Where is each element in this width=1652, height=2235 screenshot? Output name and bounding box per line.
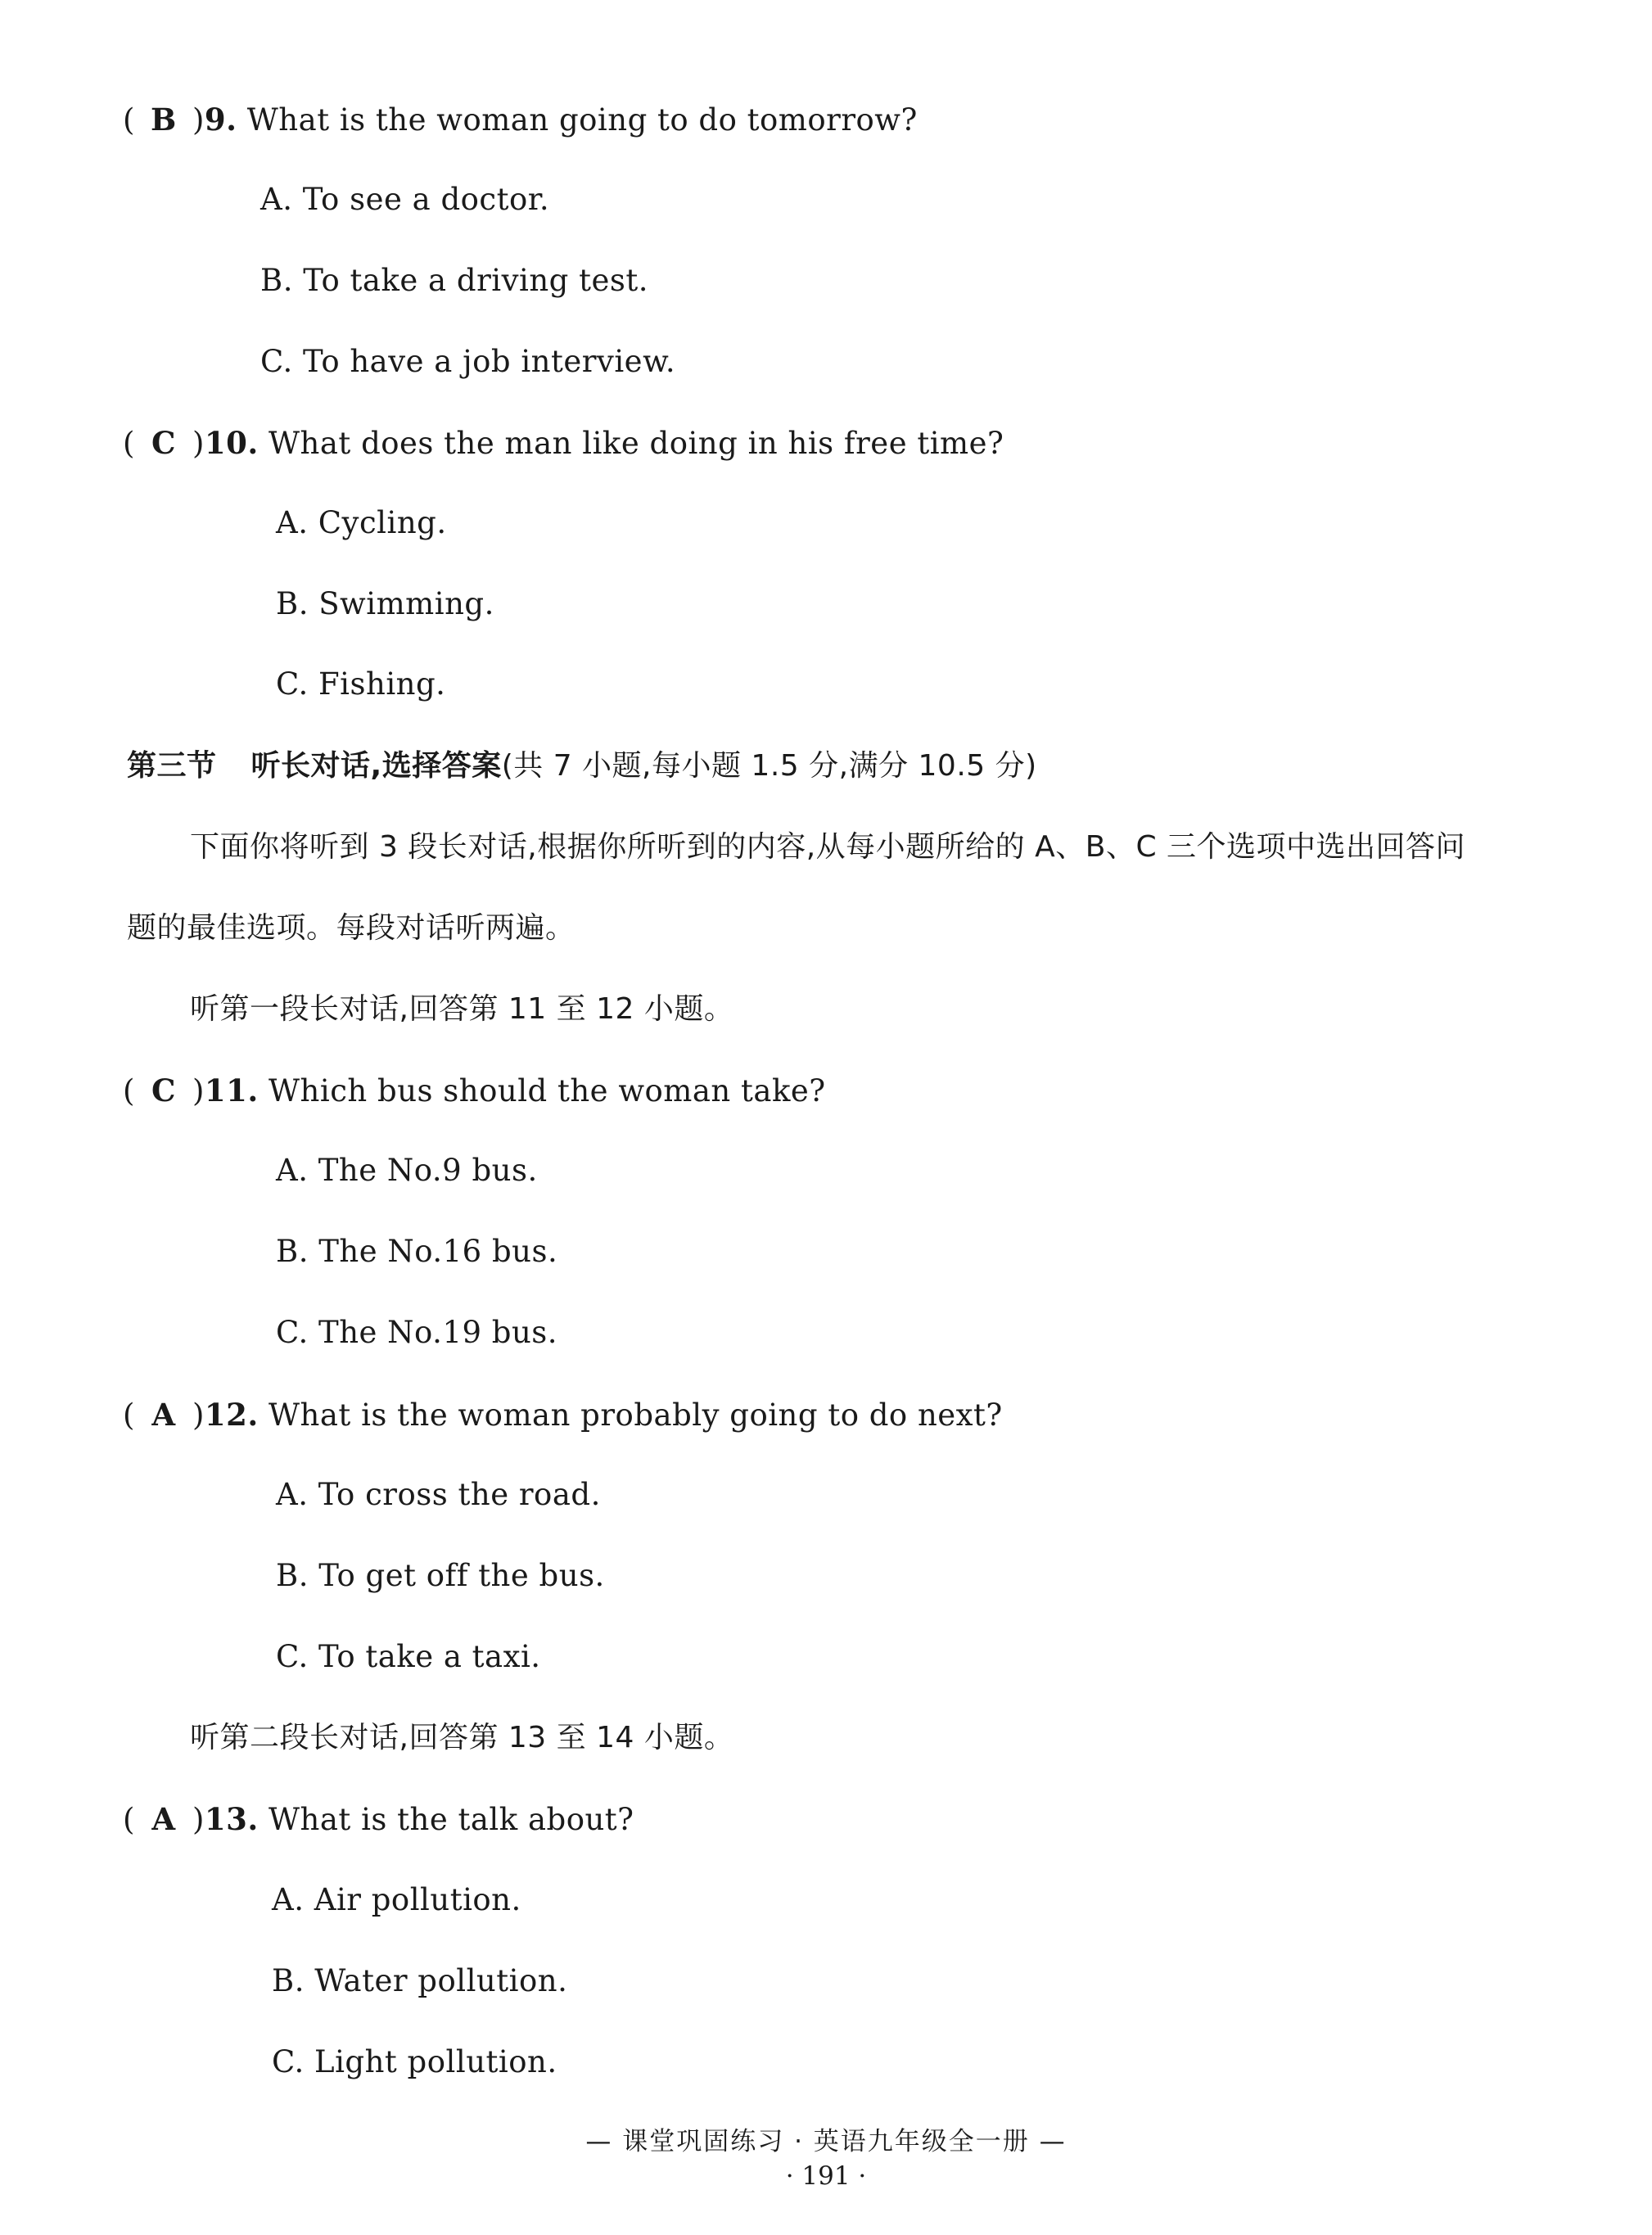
question-10 (123, 423, 1004, 463)
question-number: 10. (204, 425, 259, 461)
section-label: 第三节 (127, 749, 217, 783)
option-a: A. The No.9 bus. (276, 1153, 538, 1188)
question-number: 11. (204, 1072, 259, 1108)
question-text: What is the talk about? (269, 1802, 634, 1837)
close-paren: ) (192, 426, 205, 461)
answer-mark: B (151, 102, 177, 138)
question-9 (123, 100, 918, 140)
open-paren: ( (123, 426, 135, 461)
open-paren: ( (123, 1802, 135, 1837)
close-paren: ) (192, 1397, 205, 1433)
instruction-line-2: 题的最佳选项。每段对话听两遍。 (127, 911, 575, 945)
footer-book-title: — 课堂巩固练习 · 英语九年级全一册 — (585, 2127, 1067, 2156)
dialogue-1-intro: 听第一段长对话,回答第 11 至 12 小题。 (190, 992, 734, 1026)
answer-mark: A (151, 1397, 176, 1433)
question-text: What is the woman going to do tomorrow? (246, 102, 918, 138)
option-b: B. Swimming. (276, 586, 494, 621)
question-text: Which bus should the woman take? (269, 1073, 826, 1108)
option-c: C. Fishing. (276, 666, 446, 702)
option-a: A. To see a doctor. (260, 182, 550, 217)
question-number: 13. (204, 1801, 259, 1837)
section-note: (共 7 小题,每小题 1.5 分,满分 10.5 分) (501, 749, 1037, 783)
section-title: 听长对话,选择答案 (251, 749, 502, 783)
option-a: A. Air pollution. (272, 1882, 521, 1917)
open-paren: ( (123, 1073, 135, 1108)
close-paren: ) (192, 1073, 205, 1108)
question-number: 12. (204, 1397, 259, 1433)
dialogue-2-intro: 听第二段长对话,回答第 13 至 14 小题。 (190, 1721, 734, 1754)
option-b: B. Water pollution. (272, 1963, 568, 1998)
option-c: C. To have a job interview. (260, 344, 676, 379)
instruction-line-1: 下面你将听到 3 段长对话,根据你所听到的内容,从每小题所给的 A、B、C 三个选项中选出回答问 (190, 830, 1466, 864)
option-c: C. The No.19 bus. (276, 1315, 558, 1350)
question-text: What does the man like doing in his free time? (269, 426, 1004, 461)
option-b: B. To take a driving test. (260, 263, 648, 298)
answer-mark: A (151, 1801, 176, 1837)
page-number: · 191 · (785, 2161, 867, 2191)
question-text: What is the woman probably going to do next? (269, 1397, 1003, 1433)
close-paren: ) (192, 102, 205, 138)
open-paren: ( (123, 1397, 135, 1433)
option-b: B. The No.16 bus. (276, 1234, 558, 1269)
question-13 (123, 1799, 634, 1840)
option-b: B. To get off the bus. (276, 1558, 605, 1593)
answer-mark: C (151, 1072, 176, 1108)
close-paren: ) (192, 1802, 205, 1837)
open-paren: ( (123, 102, 135, 138)
question-12 (123, 1395, 1003, 1435)
question-number: 9. (204, 102, 237, 138)
option-a: A. Cycling. (276, 505, 447, 540)
section-heading (127, 747, 1037, 786)
option-a: A. To cross the road. (276, 1477, 601, 1512)
question-11 (123, 1071, 826, 1111)
option-c: C. Light pollution. (272, 2044, 557, 2079)
answer-mark: C (151, 425, 176, 461)
option-c: C. To take a taxi. (276, 1639, 541, 1674)
